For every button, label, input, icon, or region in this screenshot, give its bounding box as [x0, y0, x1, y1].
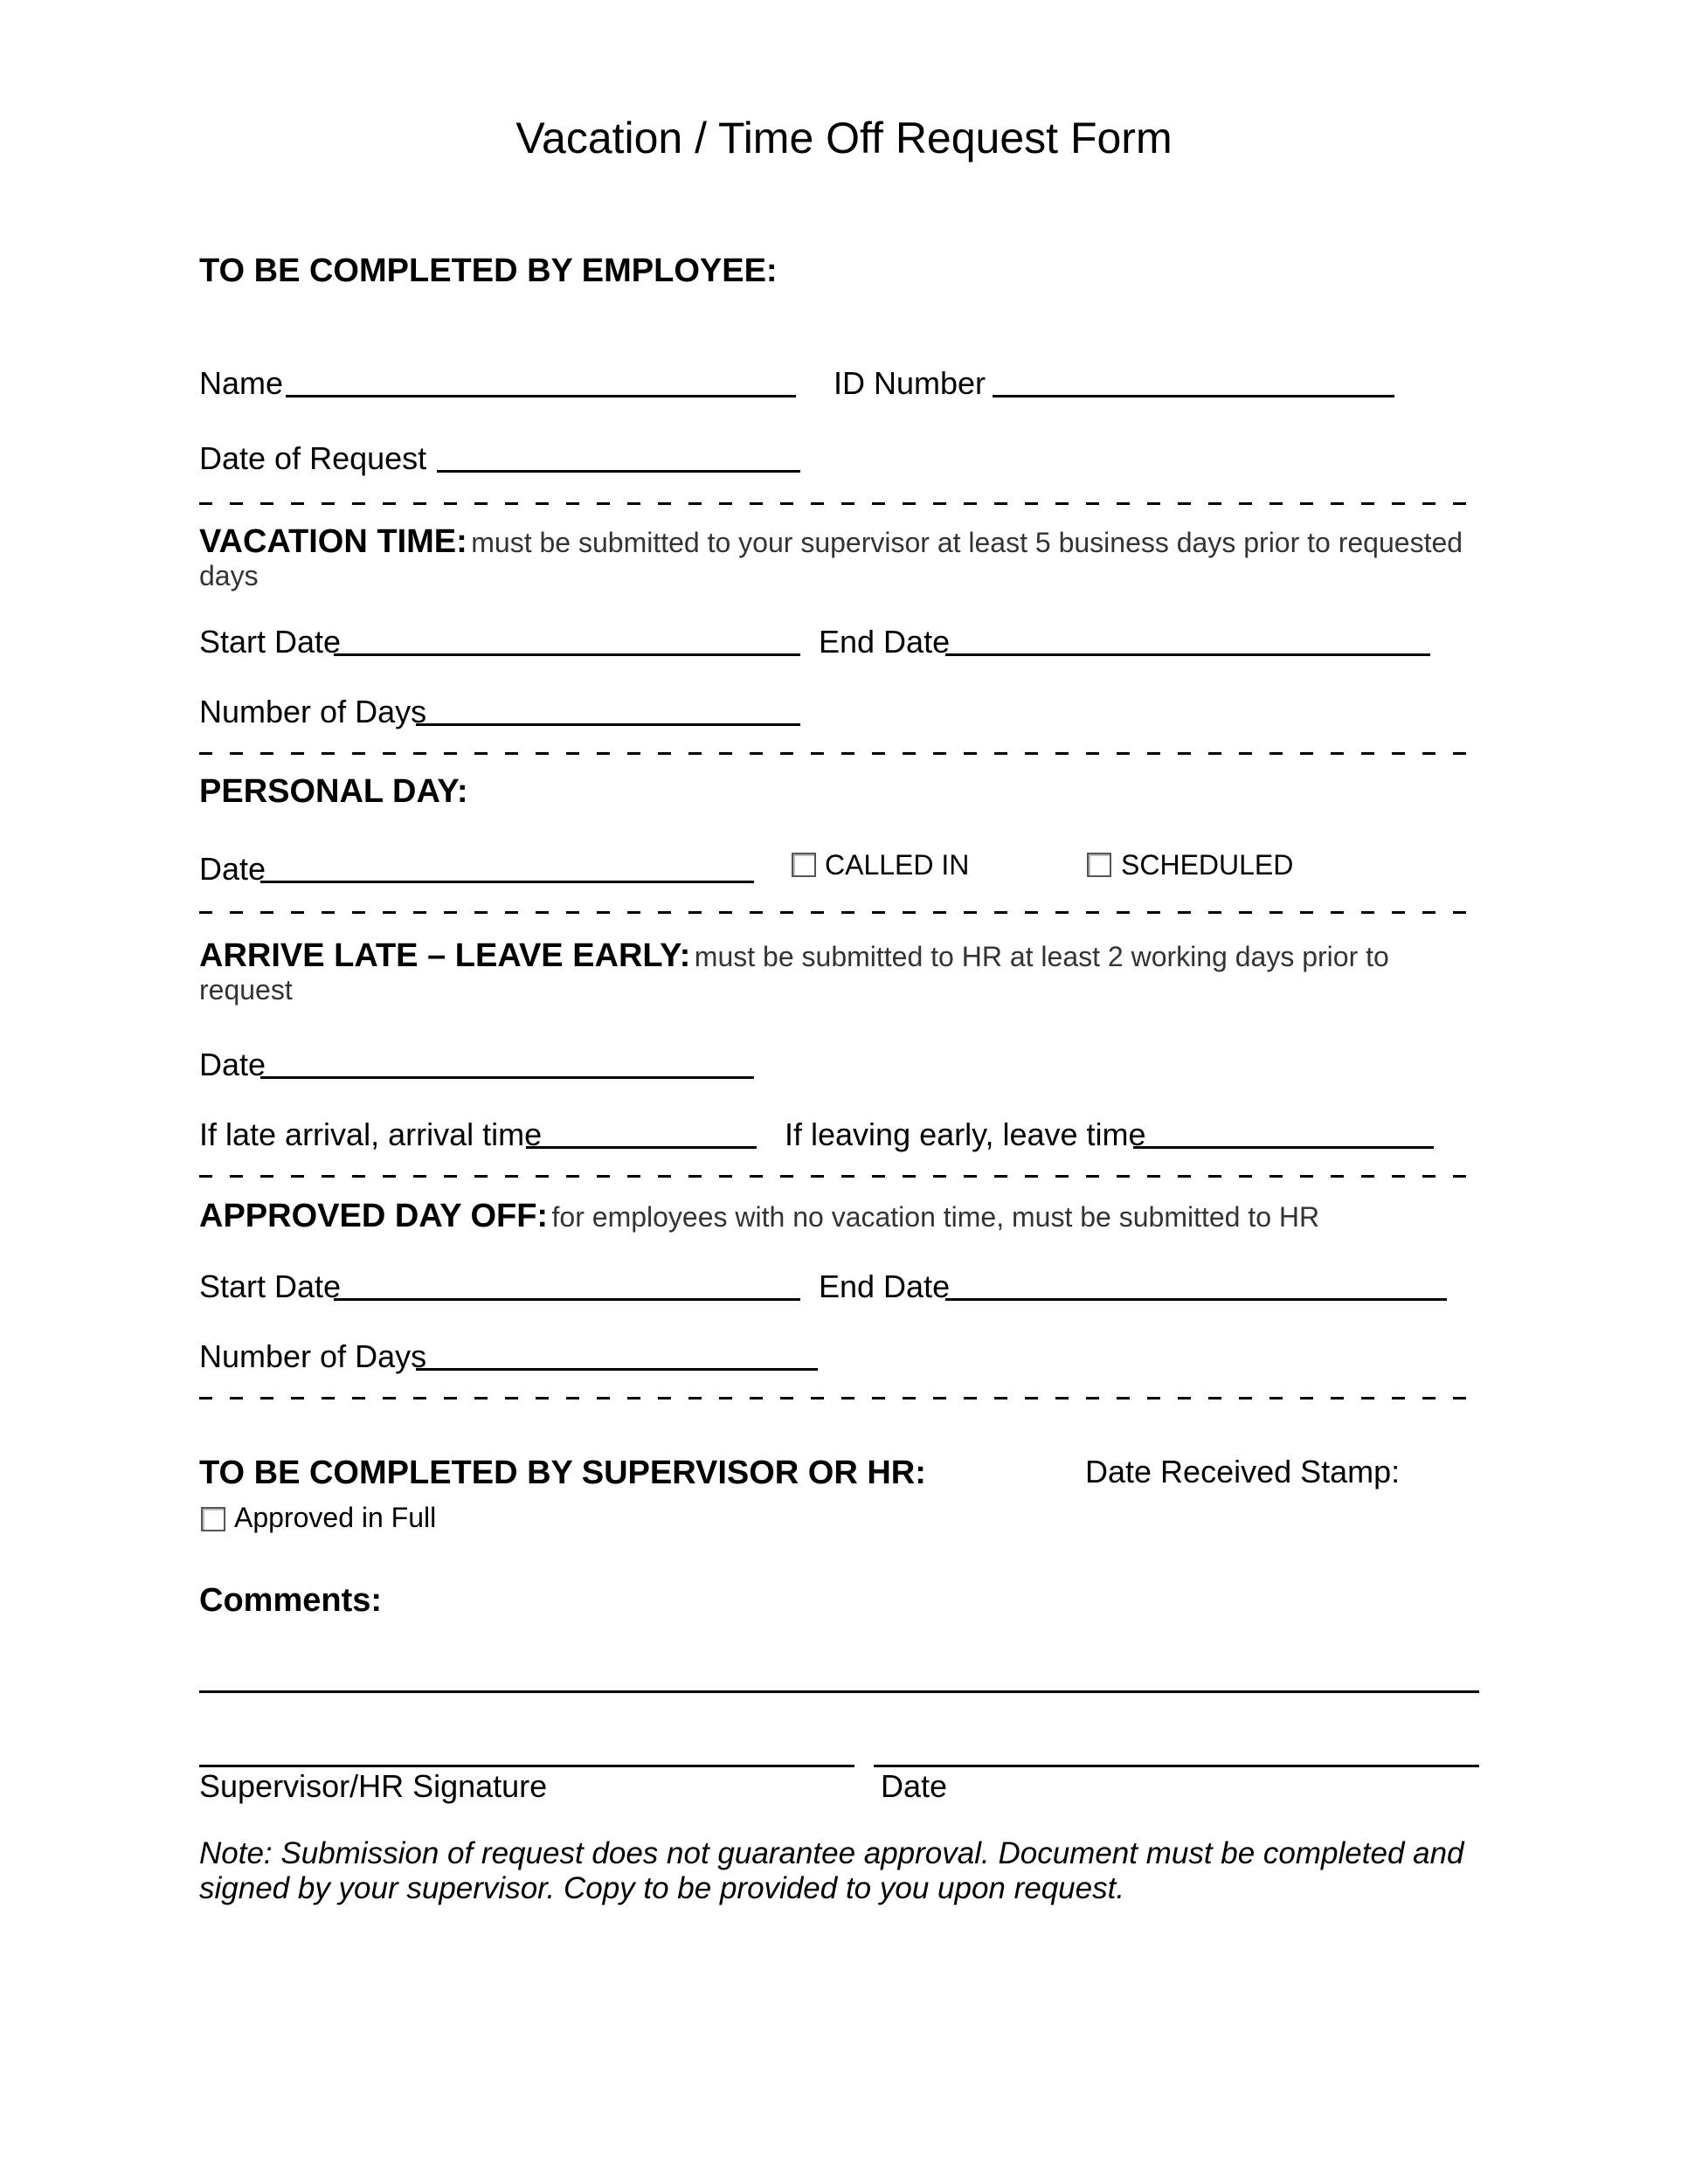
- personal-date-label: Date: [199, 851, 266, 887]
- approved-in-full-label: Approved in Full: [234, 1502, 437, 1533]
- leave-time-field[interactable]: [1133, 1146, 1434, 1149]
- approved-number-of-days-field[interactable]: [416, 1368, 818, 1371]
- arrive-late-note: must be submitted to HR at least 2 working days prior to: [694, 941, 1389, 972]
- approved-end-date-field[interactable]: [945, 1298, 1447, 1301]
- vacation-note-continued: days: [199, 560, 259, 591]
- personal-date-field[interactable]: [260, 881, 754, 883]
- approved-day-off-note: for employees with no vacation time, must be submitted to HR: [551, 1201, 1320, 1233]
- date-of-request-label: Date of Request: [199, 440, 427, 476]
- arrive-late-note-continued: request: [199, 974, 293, 1006]
- arrive-late-date-field[interactable]: [260, 1076, 754, 1079]
- signature-label: Supervisor/HR Signature: [199, 1768, 548, 1804]
- vacation-start-date-field[interactable]: [334, 653, 800, 656]
- section-divider: [199, 752, 1484, 755]
- signature-date-label: Date: [881, 1768, 948, 1804]
- arrive-late-heading: ARRIVE LATE – LEAVE EARLY:: [199, 937, 691, 974]
- arrive-late-date-label: Date: [199, 1047, 266, 1082]
- name-label: Name: [199, 365, 284, 401]
- called-in-label: CALLED IN: [825, 849, 970, 881]
- vacation-note: must be submitted to your supervisor at least 5 business days prior to requested: [471, 527, 1463, 558]
- arrival-time-label: If late arrival, arrival time: [199, 1116, 543, 1152]
- date-of-request-field[interactable]: [437, 470, 800, 473]
- comments-label: Comments:: [199, 1582, 383, 1619]
- supervisor-section-heading: TO BE COMPLETED BY SUPERVISOR OR HR:: [199, 1455, 926, 1491]
- employee-section-heading: TO BE COMPLETED BY EMPLOYEE:: [199, 252, 778, 289]
- vacation-heading-row: [199, 522, 1463, 561]
- approved-in-full-checkbox[interactable]: [201, 1507, 225, 1531]
- comments-field[interactable]: [199, 1690, 1479, 1693]
- vacation-number-of-days-label: Number of Days: [199, 694, 427, 729]
- section-divider: [199, 502, 1484, 505]
- signature-field[interactable]: [199, 1765, 854, 1767]
- approved-start-date-field[interactable]: [334, 1298, 800, 1301]
- footer-note: Note: Submission of request does not guarantee approval. Document must be completed and signed by your supervisor. Copy to be provided to you upon request.: [199, 1836, 1464, 1905]
- signature-date-field[interactable]: [874, 1765, 1479, 1767]
- arrival-time-field[interactable]: [526, 1146, 757, 1149]
- called-in-checkbox[interactable]: [792, 853, 816, 877]
- vacation-number-of-days-field[interactable]: [416, 723, 800, 726]
- leave-time-label: If leaving early, leave time: [785, 1116, 1146, 1152]
- vacation-heading: VACATION TIME:: [199, 523, 467, 560]
- name-field[interactable]: [286, 395, 796, 397]
- page-title: Vacation / Time Off Request Form: [515, 114, 1173, 162]
- section-divider: [199, 1175, 1484, 1178]
- scheduled-label: SCHEDULED: [1121, 849, 1294, 881]
- section-divider: [199, 911, 1484, 914]
- approved-day-off-heading-row: [199, 1197, 1319, 1235]
- vacation-end-date-label: End Date: [819, 624, 951, 660]
- approved-number-of-days-label: Number of Days: [199, 1338, 427, 1374]
- vacation-start-date-label: Start Date: [199, 624, 342, 660]
- id-number-label: ID Number: [834, 365, 986, 401]
- scheduled-checkbox[interactable]: [1087, 853, 1111, 877]
- approved-start-date-label: Start Date: [199, 1268, 342, 1304]
- approved-day-off-heading: APPROVED DAY OFF:: [199, 1198, 549, 1234]
- id-number-field[interactable]: [993, 395, 1394, 397]
- section-divider: [199, 1397, 1484, 1400]
- approved-end-date-label: End Date: [819, 1268, 951, 1304]
- arrive-late-heading-row: [199, 936, 1389, 975]
- date-received-stamp-label: Date Received Stamp:: [1085, 1454, 1401, 1489]
- vacation-end-date-field[interactable]: [945, 653, 1430, 656]
- personal-day-heading: PERSONAL DAY:: [199, 773, 468, 810]
